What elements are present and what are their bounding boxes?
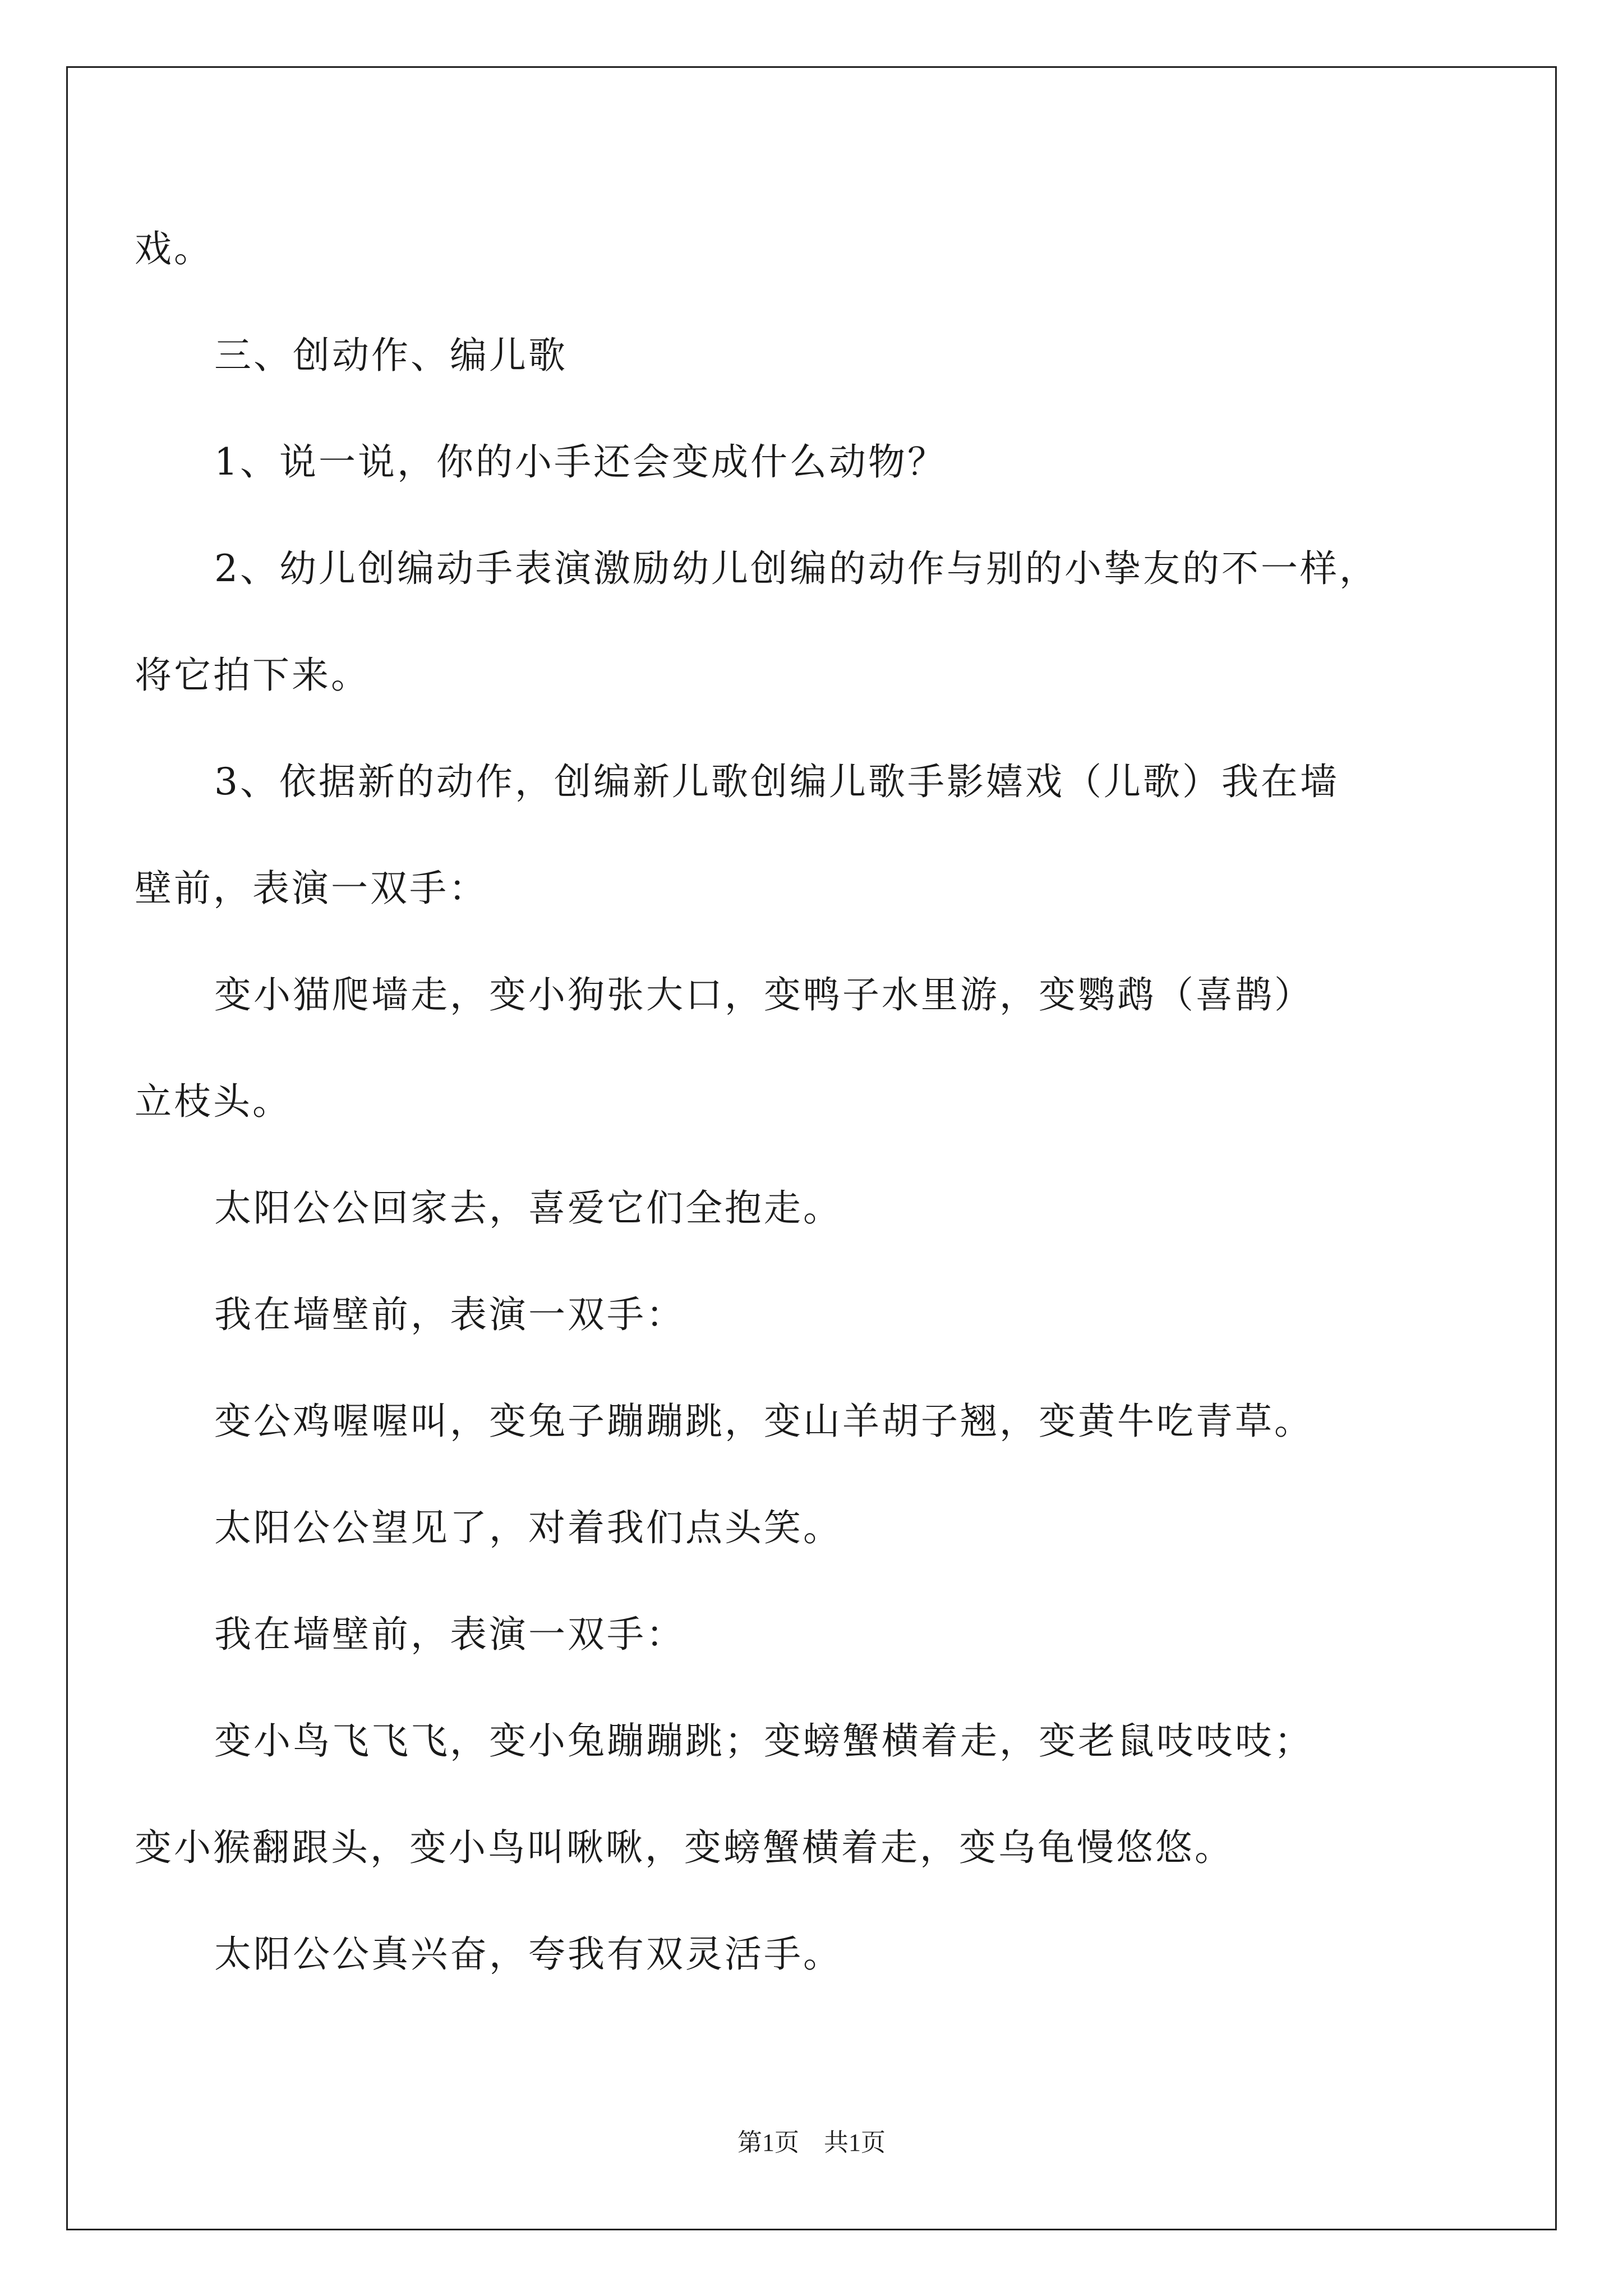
text-line: 戏。 [135,227,213,270]
text-line: 太阳公公回家去，喜爱它们全抱走。 [214,1186,842,1230]
text-line: 立枝头。 [135,1080,292,1123]
text-line: 将它拍下来。 [135,654,370,697]
page-footer: 第1页 共1页 [737,2129,886,2156]
section-heading: 三、创动作、编儿歌 [214,334,568,377]
text-line: 壁前，表演一双手： [135,867,488,910]
text-line: 太阳公公望见了，对着我们点头笑。 [214,1506,842,1549]
text-line: 变小鸟飞飞飞，变小兔蹦蹦跳；变螃蟹横着走，变老鼠吱吱吱； [214,1719,1313,1763]
text-line: 3、依据新的动作，创编新儿歌创编儿歌手影嬉戏（儿歌）我在墙 [214,760,1339,803]
text-line: 变小猫爬墙走，变小狗张大口，变鸭子水里游，变鹦鹉（喜鹊） [214,973,1313,1016]
text-line: 变小猴翻跟头，变小鸟叫啾啾，变螃蟹横着走，变乌龟慢悠悠。 [135,1826,1234,1869]
text-line: 我在墙壁前，表演一双手： [214,1613,685,1656]
text-line: 2、幼儿创编动手表演激励幼儿创编的动作与别的小挚友的不一样， [214,547,1378,590]
text-line: 我在墙壁前，表演一双手： [214,1293,685,1336]
text-line: 变公鸡喔喔叫，变兔子蹦蹦跳，变山羊胡子翘，变黄牛吃青草。 [214,1400,1313,1443]
page-border [66,66,1557,2230]
text-line: 1、说一说，你的小手还会变成什么动物？ [214,440,947,484]
text-line: 太阳公公真兴奋，夸我有双灵活手。 [214,1932,842,1976]
